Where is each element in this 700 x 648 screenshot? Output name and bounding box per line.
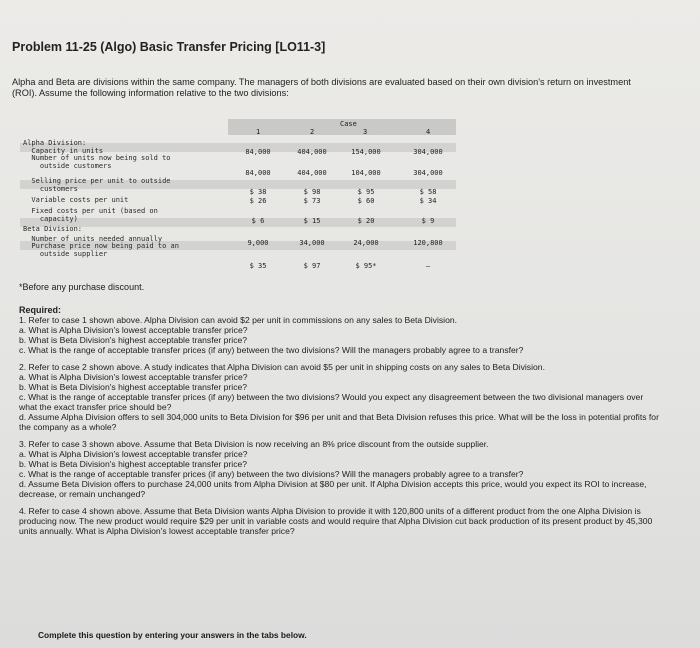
required-heading: Required:: [19, 305, 62, 315]
case-number: 3: [363, 128, 368, 136]
row-label: customers: [23, 184, 78, 193]
cell-purchase-price: $ 97: [303, 262, 321, 270]
row-label: Alpha Division:: [23, 139, 87, 147]
cell-fixed-costs: $ 20: [357, 217, 375, 225]
q3-a: a. What is Alpha Division's lowest acceptable transfer price?: [19, 449, 248, 459]
cell-variable-costs: $ 73: [303, 197, 321, 205]
cell-selling-price: $ 98: [303, 188, 321, 196]
footnote: *Before any purchase discount.: [19, 282, 145, 292]
q3-b: b. What is Beta Division's highest acceptable transfer price?: [19, 459, 248, 469]
cell-units-needed: 120,800: [413, 239, 443, 247]
case-number: 2: [310, 128, 315, 136]
q1-c: c. What is the range of acceptable transfer prices (if any) between the two divisions? Will the managers probably agree to a transfer?: [19, 345, 524, 355]
cell-units-needed: 9,000: [247, 239, 269, 247]
required-section: [19, 305, 659, 536]
q1-b: b. What is Beta Division's highest acceptable transfer price?: [19, 335, 248, 345]
cell-units-needed: 34,000: [299, 239, 325, 247]
cell-selling-price: $ 38: [249, 188, 267, 196]
cell-units-sold: 404,000: [297, 169, 327, 177]
q1-a: a. What is Alpha Division's lowest acceptable transfer price?: [19, 325, 248, 335]
q1-text: 1. Refer to case 1 shown above. Alpha Division can avoid $2 per unit in commissions on any sales to Beta Division.: [19, 315, 458, 325]
problem-title: Problem 11-25 (Algo) Basic Transfer Pricing [LO11-3]: [12, 40, 326, 54]
case-number: 4: [426, 128, 431, 136]
cell-capacity: 404,000: [297, 148, 327, 156]
q2-b: b. What is Beta Division's highest acceptable transfer price?: [19, 382, 248, 392]
row-label: Fixed costs per unit (based on: [23, 207, 158, 215]
q2-text: 2. Refer to case 2 shown above. A study indicates that Alpha Division can avoid $5 per unit in shipping costs on any sales to Beta Division.: [19, 362, 545, 372]
cell-variable-costs: $ 26: [249, 197, 267, 205]
cell-capacity: 84,000: [245, 148, 271, 156]
cell-selling-price: $ 95: [357, 188, 375, 196]
cell-variable-costs: $ 60: [357, 197, 375, 205]
row-label: Number of units needed annually: [23, 234, 163, 243]
q3-d: d. Assume Beta Division offers to purchase 24,000 units from Alpha Division at $80 per unit. If Alpha Division accepts this price, would you expect its ROI to increase, decrease, or remain unchanged?: [19, 479, 647, 499]
row-label: Variable costs per unit: [23, 196, 129, 204]
q2-a: a. What is Alpha Division's lowest acceptable transfer price?: [19, 372, 248, 382]
cell-fixed-costs: $ 15: [303, 217, 321, 225]
cell-units-sold: 84,000: [245, 169, 271, 177]
row-label: outside supplier: [23, 249, 108, 258]
row-label: outside customers: [23, 162, 112, 170]
cell-capacity: 304,000: [413, 148, 443, 156]
intro-paragraph: Alpha and Beta are divisions within the same company. The managers of both divisions are evaluated based on their own division's return on investment (ROI). Assume the following information relative to the two divisions:: [12, 77, 631, 98]
q2-d: d. Assume Alpha Division offers to sell 304,000 units to Beta Division for $96 per unit and that Beta Division refuses this price. What will be the loss in potential profits for the company as a whole?: [19, 412, 659, 432]
row-label: Purchase price now being paid to an: [23, 242, 179, 250]
complete-instruction: Complete this question by entering your answers in the tabs below.: [38, 630, 307, 640]
cell-units-sold: 304,000: [413, 169, 443, 177]
row-label: Beta Division:: [23, 225, 83, 233]
cell-variable-costs: $ 34: [419, 197, 437, 205]
q4-text: 4. Refer to case 4 shown above. Assume that Beta Division wants Alpha Division to provide it with 120,800 units of a different product from the one Alpha Division is producing now. The new product would require $29 per unit in variable costs and would require that Alpha Division cut back production of its present product by 45,300 units annually. What is Alpha Division's lowest acceptable transfer price?: [19, 506, 653, 536]
q3-c: c. What is the range of acceptable transfer prices (if any) between the two divisions? Will the managers probably agree to a transfer?: [19, 469, 524, 479]
cell-purchase-price: –: [425, 262, 431, 270]
row-label: Capacity in units: [23, 146, 104, 155]
row-label: Number of units now being sold to: [23, 154, 171, 162]
cell-units-sold: 104,000: [351, 169, 381, 177]
cell-capacity: 154,000: [351, 148, 381, 156]
row-label: Selling price per unit to outside: [23, 177, 171, 185]
cell-purchase-price: $ 95*: [355, 262, 377, 270]
cell-fixed-costs: $ 9: [421, 217, 435, 225]
cell-fixed-costs: $ 6: [251, 217, 265, 225]
cell-purchase-price: $ 35: [249, 262, 267, 270]
q3-text: 3. Refer to case 3 shown above. Assume that Beta Division is now receiving an 8% price discount from the outside supplier.: [19, 439, 489, 449]
cell-units-needed: 24,000: [353, 239, 379, 247]
q2-c: c. What is the range of acceptable transfer prices (if any) between the two divisions? Would you expect any disagreement between the two divisional managers over what the exact transfer price should be?: [19, 392, 644, 412]
row-label: capacity): [23, 215, 78, 223]
case-number: 1: [256, 128, 261, 136]
cell-selling-price: $ 58: [419, 188, 437, 196]
case-label: Case: [340, 120, 357, 128]
